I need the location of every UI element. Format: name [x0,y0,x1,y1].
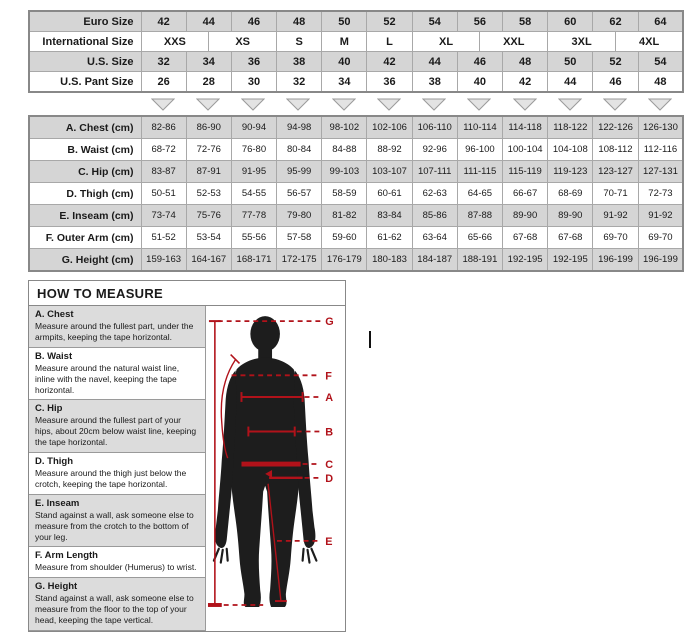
size-cell: 56 [457,11,502,32]
down-triangle-icon [603,98,627,112]
arrow-slot [502,98,547,112]
size-cell: 34 [322,72,367,93]
size-cell: 64-65 [457,183,502,205]
down-triangle-icon [241,98,265,112]
size-cell: 3XL [548,32,616,52]
size-cell: 106-110 [412,116,457,139]
section-text: Measure from shoulder (Humerus) to wrist. [35,562,197,573]
text-cursor [369,331,371,348]
size-cell: 50-51 [141,183,186,205]
label-b: B [325,426,334,439]
size-cell: L [367,32,412,52]
size-cell: 67-68 [548,227,593,249]
row-label: C. Hip (cm) [29,161,141,183]
size-cell: 95-99 [277,161,322,183]
arrow-slot [321,98,366,112]
size-cell: 85-86 [412,205,457,227]
measure-table-row [29,249,683,272]
size-cell: 28 [186,72,231,93]
size-cell: 64 [638,11,683,32]
size-cell: 48 [638,72,683,93]
size-cell: 48 [503,52,548,72]
down-triangle-icon [648,98,672,112]
size-cell: 32 [277,72,322,93]
size-cell: 115-119 [503,161,548,183]
row-label: Euro Size [29,11,141,32]
size-cell: 111-115 [457,161,502,183]
size-cell: 52 [367,11,412,32]
measure-table-row [29,205,683,227]
size-cell: 91-92 [593,205,638,227]
arrow-slot [593,98,638,112]
label-f: F [325,370,332,383]
size-cell: 188-191 [457,249,502,272]
row-label: U.S. Pant Size [29,72,141,93]
size-cell: 112-116 [638,139,683,161]
size-cell: 79-80 [277,205,322,227]
section-text: Stand against a wall, ask someone else to measure from the floor to the top of your head, keeping the tape vertical. [35,593,194,625]
down-triangle-icon [286,98,310,112]
size-cell: 196-199 [593,249,638,272]
size-cell: 40 [457,72,502,93]
size-cell: XXS [141,32,209,52]
measure-table-row [29,183,683,205]
arrow-slot [638,98,683,112]
down-triangle-icon [196,98,220,112]
size-cell: 62 [593,11,638,32]
row-label: F. Outer Arm (cm) [29,227,141,249]
size-cell: 103-107 [367,161,412,183]
size-cell: 40 [322,52,367,72]
size-cell: 168-171 [231,249,276,272]
size-cell: 51-52 [141,227,186,249]
size-cell: 92-96 [412,139,457,161]
measure-instruction-section [29,348,205,401]
diagram-letter-labels [325,316,333,548]
body-measurement-diagram [205,306,345,631]
down-triangle-icon [332,98,356,112]
section-text: Measure around the natural waist line, inline with the navel, keeping the tape horizontal. [35,362,180,395]
size-cell: 77-78 [231,205,276,227]
size-cell: 50 [322,11,367,32]
size-cell: 184-187 [412,249,457,272]
size-table-row [29,52,683,72]
size-cell: 110-114 [457,116,502,139]
size-cell: 42 [141,11,186,32]
size-cell: 89-90 [503,205,548,227]
size-cell: 80-84 [277,139,322,161]
arrow-slot [412,98,457,112]
size-cell: M [322,32,367,52]
size-cell: 90-94 [231,116,276,139]
size-cell: 26 [141,72,186,93]
size-cell: 72-76 [186,139,231,161]
section-title: F. Arm Length [35,550,98,562]
size-cell: 126-130 [638,116,683,139]
arrow-slot [547,98,592,112]
measure-instruction-section [29,453,205,495]
down-triangle-icon [422,98,446,112]
measure-instruction-section [29,578,205,631]
size-cell: 91-92 [638,205,683,227]
size-cell: 172-175 [277,249,322,272]
size-cell: 38 [277,52,322,72]
size-cell: 60-61 [367,183,412,205]
arrow-slot [276,98,321,112]
size-table-row [29,72,683,93]
section-title: G. Height [35,581,78,593]
size-cell: 73-74 [141,205,186,227]
arrow-slot [231,98,276,112]
section-text: Measure around the fullest part, under the armpits, keeping the tape horizontal. [35,321,194,342]
size-cell: 59-60 [322,227,367,249]
size-cell: 36 [231,52,276,72]
arrow-slot [457,98,502,112]
size-cell: 87-88 [457,205,502,227]
how-to-measure-panel [28,280,346,632]
size-cell: XXL [480,32,548,52]
row-label: E. Inseam (cm) [29,205,141,227]
arrow-slot [366,98,411,112]
size-cell: 61-62 [367,227,412,249]
measure-table-row [29,227,683,249]
size-cell: 82-86 [141,116,186,139]
size-cell: 65-66 [457,227,502,249]
size-cell: 88-92 [367,139,412,161]
down-triangle-icon [151,98,175,112]
size-cell: XL [412,32,480,52]
size-cell: 58 [503,11,548,32]
size-cell: 36 [367,72,412,93]
measurement-table [28,115,684,272]
size-conversion-table [28,10,684,93]
size-cell: 69-70 [593,227,638,249]
size-table-row [29,11,683,32]
size-cell: 94-98 [277,116,322,139]
size-cell: 66-67 [503,183,548,205]
size-cell: 81-82 [322,205,367,227]
size-cell: 56-57 [277,183,322,205]
size-cell: 164-167 [186,249,231,272]
size-cell: 52-53 [186,183,231,205]
size-cell: 54 [638,52,683,72]
down-triangle-icon [377,98,401,112]
section-title: D. Thigh [35,456,73,467]
section-title: E. Inseam [35,497,80,509]
down-triangle-icon [558,98,582,112]
size-cell: 53-54 [186,227,231,249]
size-cell: 122-126 [593,116,638,139]
measure-instructions [29,306,205,631]
size-cell: 192-195 [548,249,593,272]
size-cell: 91-95 [231,161,276,183]
row-label: D. Thigh (cm) [29,183,141,205]
size-cell: 102-106 [367,116,412,139]
size-cell: 38 [412,72,457,93]
section-text: Measure around the fullest part of your hips, about 20cm below waist line, keeping the tape horizontal. [35,415,197,448]
size-cell: 108-112 [593,139,638,161]
measure-table-row [29,161,683,183]
size-cell: 67-68 [503,227,548,249]
section-title: C. Hip [35,403,63,415]
row-label: G. Height (cm) [29,249,141,272]
size-cell: 52 [593,52,638,72]
label-g: G [325,316,334,329]
size-cell: 123-127 [593,161,638,183]
size-cell: 75-76 [186,205,231,227]
body-silhouette-diagram [206,306,344,626]
measure-instruction-section [29,400,205,453]
size-cell: 96-100 [457,139,502,161]
size-cell: 32 [141,52,186,72]
size-cell: 4XL [615,32,683,52]
how-to-measure-title: HOW TO MEASURE [29,281,345,306]
size-cell: 83-87 [141,161,186,183]
label-c: C [325,458,334,471]
row-label: A. Chest (cm) [29,116,141,139]
size-cell: 89-90 [548,205,593,227]
arrow-slot [140,98,185,112]
section-title: B. Waist [35,350,73,362]
size-cell: 63-64 [412,227,457,249]
size-cell: 72-73 [638,183,683,205]
size-cell: 180-183 [367,249,412,272]
size-cell: 57-58 [277,227,322,249]
measure-instruction-section [29,495,205,548]
label-d: D [325,472,334,485]
size-table-row [29,32,683,52]
measure-instruction-section [29,306,205,348]
size-cell: 44 [412,52,457,72]
arm-tick [231,355,240,364]
size-cell: 42 [503,72,548,93]
size-cell: 114-118 [503,116,548,139]
size-cell: 159-163 [141,249,186,272]
size-cell: 84-88 [322,139,367,161]
size-cell: 100-104 [503,139,548,161]
arrow-row [140,98,683,112]
size-cell: 118-122 [548,116,593,139]
size-cell: 58-59 [322,183,367,205]
size-cell: 86-90 [186,116,231,139]
size-cell: 104-108 [548,139,593,161]
down-triangle-icon [467,98,491,112]
size-cell: 42 [367,52,412,72]
size-cell: 99-103 [322,161,367,183]
size-cell: 69-70 [638,227,683,249]
measure-instruction-section [29,547,205,578]
arrow-slot [185,98,230,112]
size-cell: 46 [457,52,502,72]
size-cell: S [277,32,322,52]
hand-fingers [214,549,317,563]
label-a: A [325,391,334,404]
size-cell: 176-179 [322,249,367,272]
size-cell: 70-71 [593,183,638,205]
size-cell: 54 [412,11,457,32]
size-cell: 50 [548,52,593,72]
size-cell: 83-84 [367,205,412,227]
size-cell: 62-63 [412,183,457,205]
size-cell: 46 [593,72,638,93]
size-cell: 48 [277,11,322,32]
row-label: U.S. Size [29,52,141,72]
measure-table-row [29,139,683,161]
size-cell: 30 [231,72,276,93]
size-cell: 76-80 [231,139,276,161]
size-cell: 196-199 [638,249,683,272]
section-title: A. Chest [35,309,74,320]
size-cell: 44 [548,72,593,93]
size-cell: 98-102 [322,116,367,139]
size-cell: 68-69 [548,183,593,205]
down-triangle-icon [513,98,537,112]
size-cell: 68-72 [141,139,186,161]
section-text: Stand against a wall, ask someone else to measure from the crotch to the bottom of your leg. [35,509,194,542]
size-cell: 44 [186,11,231,32]
size-cell: 119-123 [548,161,593,183]
measure-table-row [29,116,683,139]
size-cell: 46 [231,11,276,32]
size-cell: 54-55 [231,183,276,205]
size-cell: XS [209,32,277,52]
size-cell: 127-131 [638,161,683,183]
row-label: B. Waist (cm) [29,139,141,161]
size-cell: 60 [548,11,593,32]
section-text: Measure around the thigh just below the crotch, keeping the tape horizontal. [35,468,187,489]
human-silhouette-icon [215,316,316,607]
label-e: E [325,535,333,548]
size-cell: 34 [186,52,231,72]
size-cell: 55-56 [231,227,276,249]
size-cell: 107-111 [412,161,457,183]
size-cell: 87-91 [186,161,231,183]
row-label: International Size [29,32,141,52]
size-cell: 192-195 [503,249,548,272]
